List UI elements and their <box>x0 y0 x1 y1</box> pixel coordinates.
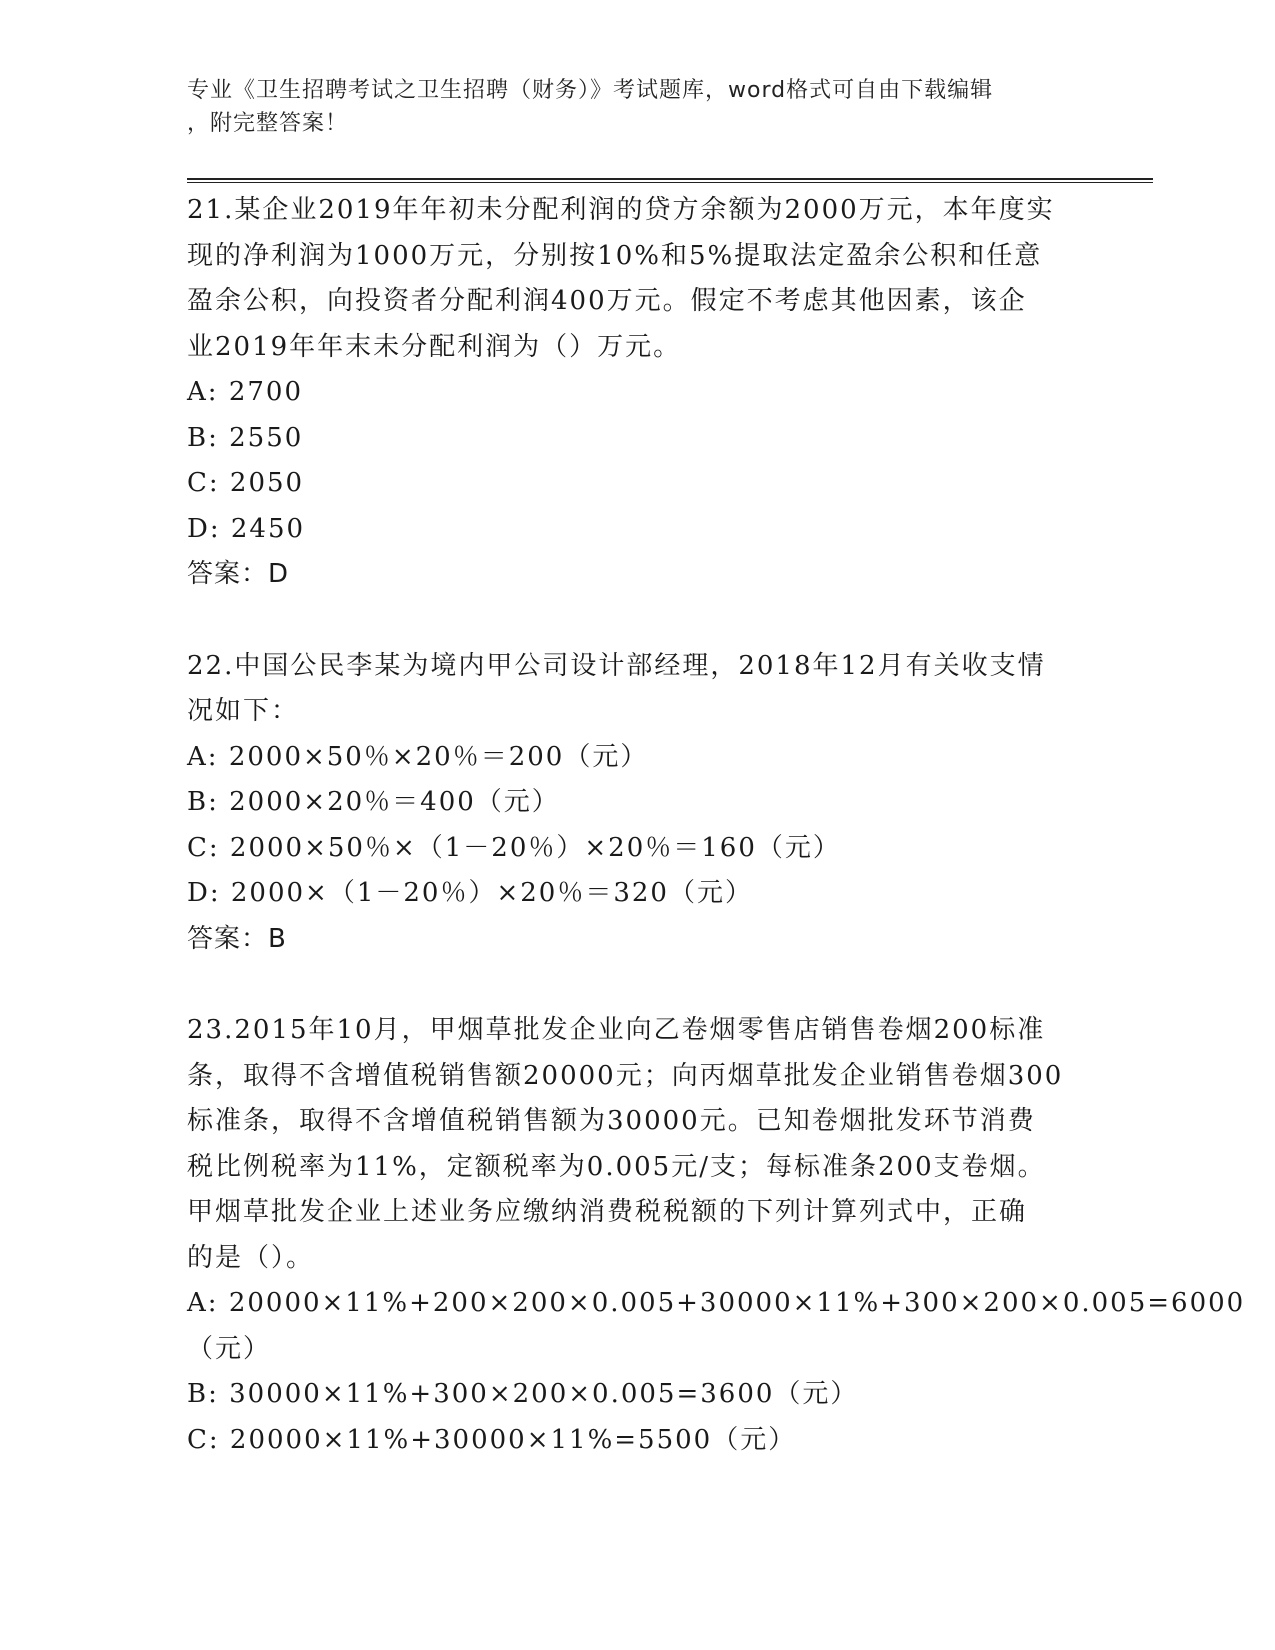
question-stem-line: 现的净利润为1000万元，分别按10%和5%提取法定盈余公积和任意 <box>187 240 1043 271</box>
option-letter: A: <box>187 377 219 407</box>
option-letter: A: <box>187 741 219 772</box>
header-title-line-1: 专业《卫生招聘考试之卫生招聘（财务）》考试题库，word格式可自由下载编辑 <box>187 78 994 103</box>
option-letter: C: <box>187 1424 220 1455</box>
document-header <box>187 74 1067 140</box>
answer-line: 答案：D <box>187 559 290 589</box>
option-a-continuation <box>187 1327 1087 1373</box>
option-letter: D: <box>187 878 221 908</box>
question-stem-line: 的是（）。 <box>187 1242 315 1273</box>
question-stem-line: 21.某企业2019年年初未分配利润的贷方余额为2000万元，本年度实 <box>187 195 1055 225</box>
option-text: 2000×（1－20％）×20％＝320（元） <box>230 878 753 908</box>
option-d <box>187 507 1087 553</box>
option-text: 20000×11%+30000×11%=5500（元） <box>229 1424 797 1455</box>
option-text: 30000×11%+300×200×0.005=3600（元） <box>229 1379 859 1409</box>
options-list <box>187 1281 1246 1463</box>
option-text: 2000×50％×（1－20％）×20％＝160（元） <box>229 832 841 863</box>
header-divider-thick <box>187 178 1153 180</box>
question-22 <box>187 644 1087 963</box>
header-title-line-2: ，附完整答案！ <box>187 111 349 136</box>
question-stem-line: 况如下： <box>187 696 300 726</box>
option-c <box>187 826 1087 872</box>
option-text: 2000×20％＝400（元） <box>229 787 560 817</box>
question-spacer <box>187 598 1087 644</box>
question-23 <box>187 1008 1246 1463</box>
option-letter: B: <box>187 1379 219 1409</box>
option-a <box>187 735 1087 781</box>
option-text: 2700 <box>228 377 303 407</box>
question-stem-line: 税比例税率为11%，定额税率为0.005元/支；每标准条200支卷烟。 <box>187 1151 1046 1182</box>
question-stem-line: 业2019年年末未分配利润为（）万元。 <box>187 331 682 362</box>
option-text: 2050 <box>229 468 305 498</box>
option-c <box>187 461 1087 507</box>
answer-line: 答案：B <box>187 923 287 954</box>
questions-container <box>187 188 1246 1463</box>
question-stem-line: 标准条，取得不含增值税销售额为30000元。已知卷烟批发环节消费 <box>187 1106 1036 1136</box>
options-list <box>187 735 1087 917</box>
option-text: 2550 <box>229 422 304 453</box>
option-letter: C: <box>187 832 220 863</box>
question-stem-line: 22.中国公民李某为境内甲公司设计部经理，2018年12月有关收支情 <box>187 650 1046 681</box>
question-stem-line: 条，取得不含增值税销售额20000元；向丙烟草批发企业销售卷烟300 <box>187 1060 1064 1091</box>
option-letter: B: <box>187 787 219 817</box>
option-d <box>187 871 1087 917</box>
option-letter: A: <box>187 1288 219 1318</box>
question-21 <box>187 188 1087 598</box>
option-letter: B: <box>187 422 219 453</box>
question-stem-line: 盈余公积，向投资者分配利润400万元。假定不考虑其他因素，该企 <box>187 286 1027 316</box>
question-stem-line: 23.2015年10月，甲烟草批发企业向乙卷烟零售店销售卷烟200标准 <box>187 1015 1046 1045</box>
option-c <box>187 1418 1087 1464</box>
option-letter: C: <box>187 468 220 498</box>
header-divider-thin <box>187 182 1153 183</box>
option-text: （元） <box>187 1333 272 1364</box>
option-b <box>187 416 1087 462</box>
option-text: 20000×11%+200×200×0.005+30000×11%+300×200×0.005=6000 <box>228 1288 1246 1318</box>
option-b <box>187 780 1087 826</box>
question-spacer <box>187 962 1087 1008</box>
option-text: 2000×50％×20％＝200（元） <box>228 741 649 772</box>
option-text: 2450 <box>230 513 306 544</box>
option-a <box>187 1281 1246 1327</box>
option-b <box>187 1372 1087 1418</box>
options-list <box>187 370 1087 552</box>
option-letter: D: <box>187 513 221 544</box>
option-a <box>187 370 1087 416</box>
question-stem-line: 甲烟草批发企业上述业务应缴纳消费税税额的下列计算列式中，正确 <box>187 1197 1028 1227</box>
